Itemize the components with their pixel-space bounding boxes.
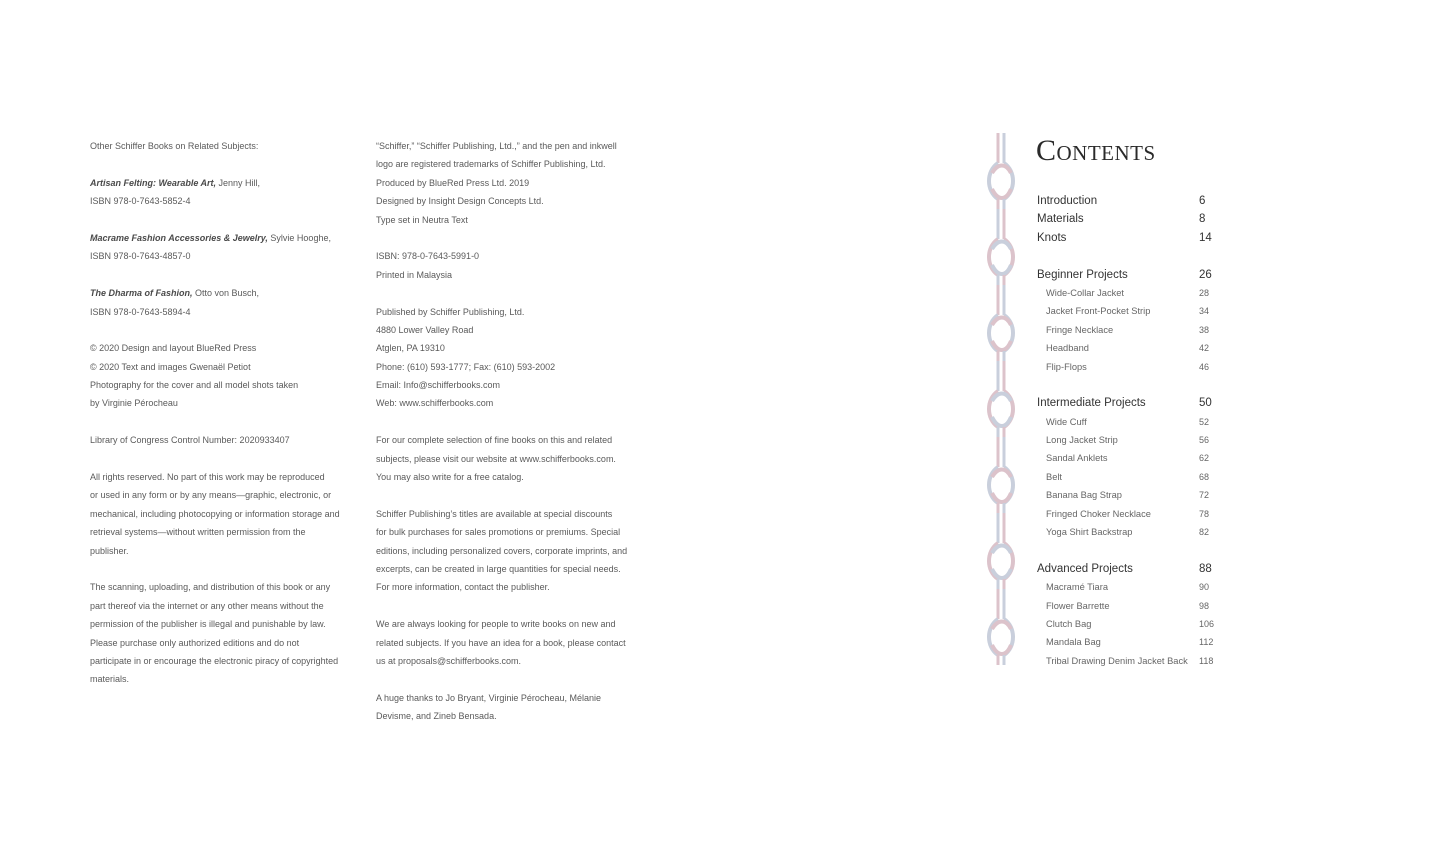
toc-label: Long Jacket Strip <box>1046 435 1118 446</box>
text-line <box>90 431 340 449</box>
line-text: Designed by Insight Design Concepts Ltd. <box>376 196 544 207</box>
text-line <box>90 376 340 394</box>
line-text: permission of the publisher is illegal and punishable by law. <box>90 619 326 630</box>
line-text: mechanical, including photocopying or information storage and <box>90 508 340 519</box>
text-line <box>376 174 627 192</box>
toc-page-number: 82 <box>1199 527 1210 538</box>
toc-entry[interactable] <box>1037 468 1217 486</box>
line-text: 4880 Lower Valley Road <box>376 324 474 335</box>
toc-page-number: 62 <box>1199 453 1210 464</box>
toc-page-number: 98 <box>1199 600 1210 611</box>
blank-line <box>90 560 340 578</box>
line-text: Please purchase only authorized editions and do not <box>90 637 300 648</box>
toc-label: Jacket Front-Pocket Strip <box>1046 306 1151 317</box>
knot-strand <box>992 242 1011 275</box>
text-line <box>376 431 627 449</box>
line-text: © 2020 Design and layout BlueRed Press <box>90 343 257 354</box>
line-text: excerpts, can be created in large quantities for special needs. <box>376 563 621 574</box>
toc-page-number: 56 <box>1199 435 1210 446</box>
line-text: ISBN 978-0-7643-4857-0 <box>90 251 191 262</box>
text-line <box>90 339 340 357</box>
toc-section[interactable] <box>1037 210 1217 228</box>
text-line <box>90 468 340 486</box>
toc-entry[interactable] <box>1037 413 1217 431</box>
line-text: ISBN: 978-0-7643-5991-0 <box>376 251 480 262</box>
knot-strand <box>992 318 1011 351</box>
text-line <box>90 634 340 652</box>
line-text: Type set in Neutra Text <box>376 214 468 225</box>
text-line <box>376 652 627 670</box>
text-line <box>376 376 627 394</box>
toc-page-number: 50 <box>1199 397 1212 410</box>
toc-label: Knots <box>1037 231 1067 244</box>
toc-page-number: 52 <box>1199 416 1210 427</box>
text-line <box>376 542 627 560</box>
line-text: “Schiffer,” “Schiffer Publishing, Ltd.,” and the pen and inkwell <box>376 141 617 151</box>
text-line <box>90 597 340 615</box>
blank-line <box>90 155 340 173</box>
toc-entry[interactable] <box>1037 615 1217 633</box>
toc-section[interactable] <box>1037 394 1217 412</box>
toc-page-number: 38 <box>1199 324 1210 335</box>
toc-section[interactable] <box>1037 266 1217 284</box>
line-text: editions, including personalized covers, corporate imprints, and <box>376 545 628 556</box>
line-text: by Virginie Pérocheau <box>90 398 178 409</box>
toc-gap <box>1037 247 1217 265</box>
toc-page-number: 46 <box>1199 361 1210 372</box>
line-text: related subjects. If you have an idea for a book, please contact <box>376 637 626 648</box>
toc-page-number: 26 <box>1199 268 1212 281</box>
knot-strand <box>992 470 1011 503</box>
text-line <box>90 578 340 596</box>
toc-label: Mandala Bag <box>1046 637 1101 648</box>
line-text: Sylvie Hooghe, <box>267 232 331 243</box>
toc-entry[interactable] <box>1037 633 1217 651</box>
text-line <box>90 670 340 688</box>
line-text: All rights reserved. No part of this work may be reproduced <box>90 472 325 483</box>
toc-entry[interactable] <box>1037 486 1217 504</box>
toc-page-number: 72 <box>1199 490 1210 501</box>
text-line <box>376 578 627 596</box>
text-line <box>90 174 340 192</box>
line-text: © 2020 Text and images Gwenaël Petiot <box>90 361 251 372</box>
text-line <box>376 394 627 412</box>
toc-label: Flower Barrette <box>1046 600 1110 611</box>
line-text: Schiffer Publishing’s titles are available at special discounts <box>376 508 613 519</box>
line-text: subjects, please visit our website at www.schifferbooks.com. <box>376 453 616 464</box>
text-line <box>376 192 627 210</box>
line-text: Phone: (610) 593-1777; Fax: (610) 593-2002 <box>376 361 556 372</box>
line-text: For our complete selection of fine books on this and related <box>376 435 613 446</box>
toc-label: Intermediate Projects <box>1037 397 1146 410</box>
blank-line <box>90 450 340 468</box>
text-line <box>90 137 340 155</box>
text-line <box>376 634 627 652</box>
blank-line <box>376 413 627 431</box>
line-text: materials. <box>90 674 130 685</box>
text-line <box>90 542 340 560</box>
text-line <box>376 358 627 376</box>
knot-strand <box>992 622 1011 655</box>
toc-label: Fringe Necklace <box>1046 324 1114 335</box>
toc-page-number: 112 <box>1199 637 1214 648</box>
line-text: Photography for the cover and all model shots taken <box>90 380 299 391</box>
toc-page-number: 34 <box>1199 306 1210 317</box>
copyright-column-left <box>90 137 340 689</box>
toc-entry[interactable] <box>1037 505 1217 523</box>
line-text: For more information, contact the publisher. <box>376 582 550 593</box>
line-text: You may also write for a free catalog. <box>376 472 524 483</box>
line-text: ISBN 978-0-7643-5894-4 <box>90 306 191 317</box>
blank-line <box>90 321 340 339</box>
text-line <box>376 137 627 155</box>
blank-line <box>376 229 627 247</box>
toc-page-number: 28 <box>1199 287 1210 298</box>
line-text: Library of Congress Control Number: 2020933407 <box>90 435 290 446</box>
text-line <box>90 615 340 633</box>
line-text: Other Schiffer Books on Related Subjects: <box>90 141 259 151</box>
toc-page-number: 6 <box>1199 195 1206 207</box>
text-line <box>376 155 627 173</box>
toc-entry[interactable] <box>1037 321 1217 339</box>
toc-page-number: 90 <box>1199 582 1210 593</box>
text-line <box>90 192 340 210</box>
toc-entry[interactable] <box>1037 302 1217 320</box>
toc-entry[interactable] <box>1037 339 1217 357</box>
text-line <box>376 266 627 284</box>
text-line <box>90 284 340 302</box>
line-text: Atglen, PA 19310 <box>376 343 445 354</box>
text-line <box>90 523 340 541</box>
toc-gap <box>1037 541 1217 559</box>
toc-page-number: 14 <box>1199 231 1212 244</box>
toc-label: Yoga Shirt Backstrap <box>1046 527 1133 538</box>
contents-title: Contents <box>1036 134 1156 167</box>
text-line <box>376 560 627 578</box>
toc-entry[interactable] <box>1037 597 1217 615</box>
toc-entry[interactable] <box>1037 523 1217 541</box>
text-line <box>376 303 627 321</box>
knot-strand <box>992 394 1011 427</box>
blank-line <box>376 486 627 504</box>
line-text: Printed in Malaysia <box>376 269 453 280</box>
toc-label: Wide Cuff <box>1046 416 1087 427</box>
toc-label: Flip-Flops <box>1046 361 1087 372</box>
line-text: ISBN 978-0-7643-5852-4 <box>90 196 191 207</box>
toc-label: Tribal Drawing Denim Jacket Back <box>1046 655 1188 666</box>
toc-page-number: 8 <box>1199 213 1206 226</box>
text-line <box>90 303 340 321</box>
toc-page-number: 88 <box>1199 562 1212 575</box>
toc-page-number: 118 <box>1199 655 1214 666</box>
line-text: retrieval systems—without written permission from the <box>90 527 306 538</box>
line-text: A huge thanks to Jo Bryant, Virginie Pérocheau, Mélanie <box>376 692 601 703</box>
book-title: The Dharma of Fashion, <box>90 288 193 299</box>
line-text: publisher. <box>90 545 129 556</box>
toc-label: Wide-Collar Jacket <box>1046 287 1125 298</box>
toc-label: Fringed Choker Necklace <box>1046 508 1151 519</box>
line-text: us at proposals@schifferbooks.com. <box>376 655 522 666</box>
toc-section[interactable] <box>1037 192 1217 210</box>
text-line <box>90 486 340 504</box>
toc-label: Sandal Anklets <box>1046 453 1108 464</box>
book-title: Macrame Fashion Accessories & Jewelry, <box>90 232 268 243</box>
toc-entry[interactable] <box>1037 358 1217 376</box>
toc-label: Banana Bag Strap <box>1046 490 1122 501</box>
toc-label: Belt <box>1046 471 1063 482</box>
text-line <box>90 652 340 670</box>
macrame-knot-decoration-icon <box>984 133 1024 668</box>
toc-page-number: 68 <box>1199 471 1210 482</box>
line-text: Web: www.schifferbooks.com <box>376 398 494 409</box>
toc-entry[interactable] <box>1037 431 1217 449</box>
toc-section[interactable] <box>1037 560 1217 578</box>
line-text: logo are registered trademarks of Schiffer Publishing, Ltd. <box>376 159 606 170</box>
text-line <box>90 394 340 412</box>
line-text: Jenny Hill, <box>216 177 261 188</box>
text-line <box>376 247 627 265</box>
table-of-contents <box>1037 192 1217 670</box>
text-line <box>376 523 627 541</box>
text-line <box>376 505 627 523</box>
text-line <box>376 468 627 486</box>
blank-line <box>376 284 627 302</box>
line-text: The scanning, uploading, and distribution of this book or any <box>90 582 331 593</box>
line-text: Produced by BlueRed Press Ltd. 2019 <box>376 177 530 188</box>
toc-label: Materials <box>1037 213 1084 226</box>
toc-page-number: 78 <box>1199 508 1210 519</box>
text-line <box>376 450 627 468</box>
blank-line <box>376 597 627 615</box>
line-text: Otto von Busch, <box>192 288 260 299</box>
toc-gap <box>1037 376 1217 394</box>
copyright-column-right <box>376 137 627 726</box>
toc-entry[interactable] <box>1037 652 1217 670</box>
blank-line <box>90 413 340 431</box>
line-text: Published by Schiffer Publishing, Ltd. <box>376 306 525 317</box>
line-text: or used in any form or by any means—graphic, electronic, or <box>90 490 332 501</box>
toc-label: Clutch Bag <box>1046 618 1092 629</box>
text-line <box>376 689 627 707</box>
toc-entry[interactable] <box>1037 284 1217 302</box>
line-text: Devisme, and Zineb Bensada. <box>376 711 497 722</box>
text-line <box>90 358 340 376</box>
toc-label: Advanced Projects <box>1037 562 1133 575</box>
text-line <box>376 615 627 633</box>
toc-label: Macramé Tiara <box>1046 582 1108 593</box>
toc-label: Beginner Projects <box>1037 268 1128 281</box>
blank-line <box>90 211 340 229</box>
line-text: We are always looking for people to write books on new and <box>376 619 616 630</box>
toc-page-number: 106 <box>1199 618 1215 629</box>
text-line <box>90 247 340 265</box>
text-line <box>376 707 627 725</box>
text-line <box>376 339 627 357</box>
text-line <box>90 505 340 523</box>
line-text: participate in or encourage the electronic piracy of copyrighted <box>90 655 339 666</box>
text-line <box>376 321 627 339</box>
blank-line <box>90 266 340 284</box>
knot-strand <box>992 546 1011 579</box>
toc-label: Headband <box>1046 343 1089 354</box>
book-title: Artisan Felting: Wearable Art, <box>90 177 217 188</box>
text-line <box>376 211 627 229</box>
toc-section[interactable] <box>1037 229 1217 247</box>
blank-line <box>376 670 627 688</box>
line-text: part thereof via the internet or any other means without the <box>90 600 324 611</box>
knot-strand <box>992 166 1011 199</box>
toc-page-number: 42 <box>1199 343 1210 354</box>
toc-label: Introduction <box>1037 195 1098 207</box>
toc-entry[interactable] <box>1037 578 1217 596</box>
line-text: for bulk purchases for sales promotions or premiums. Special <box>376 527 621 538</box>
text-line <box>90 229 340 247</box>
toc-entry[interactable] <box>1037 449 1217 467</box>
line-text: Email: Info@schifferbooks.com <box>376 380 501 391</box>
